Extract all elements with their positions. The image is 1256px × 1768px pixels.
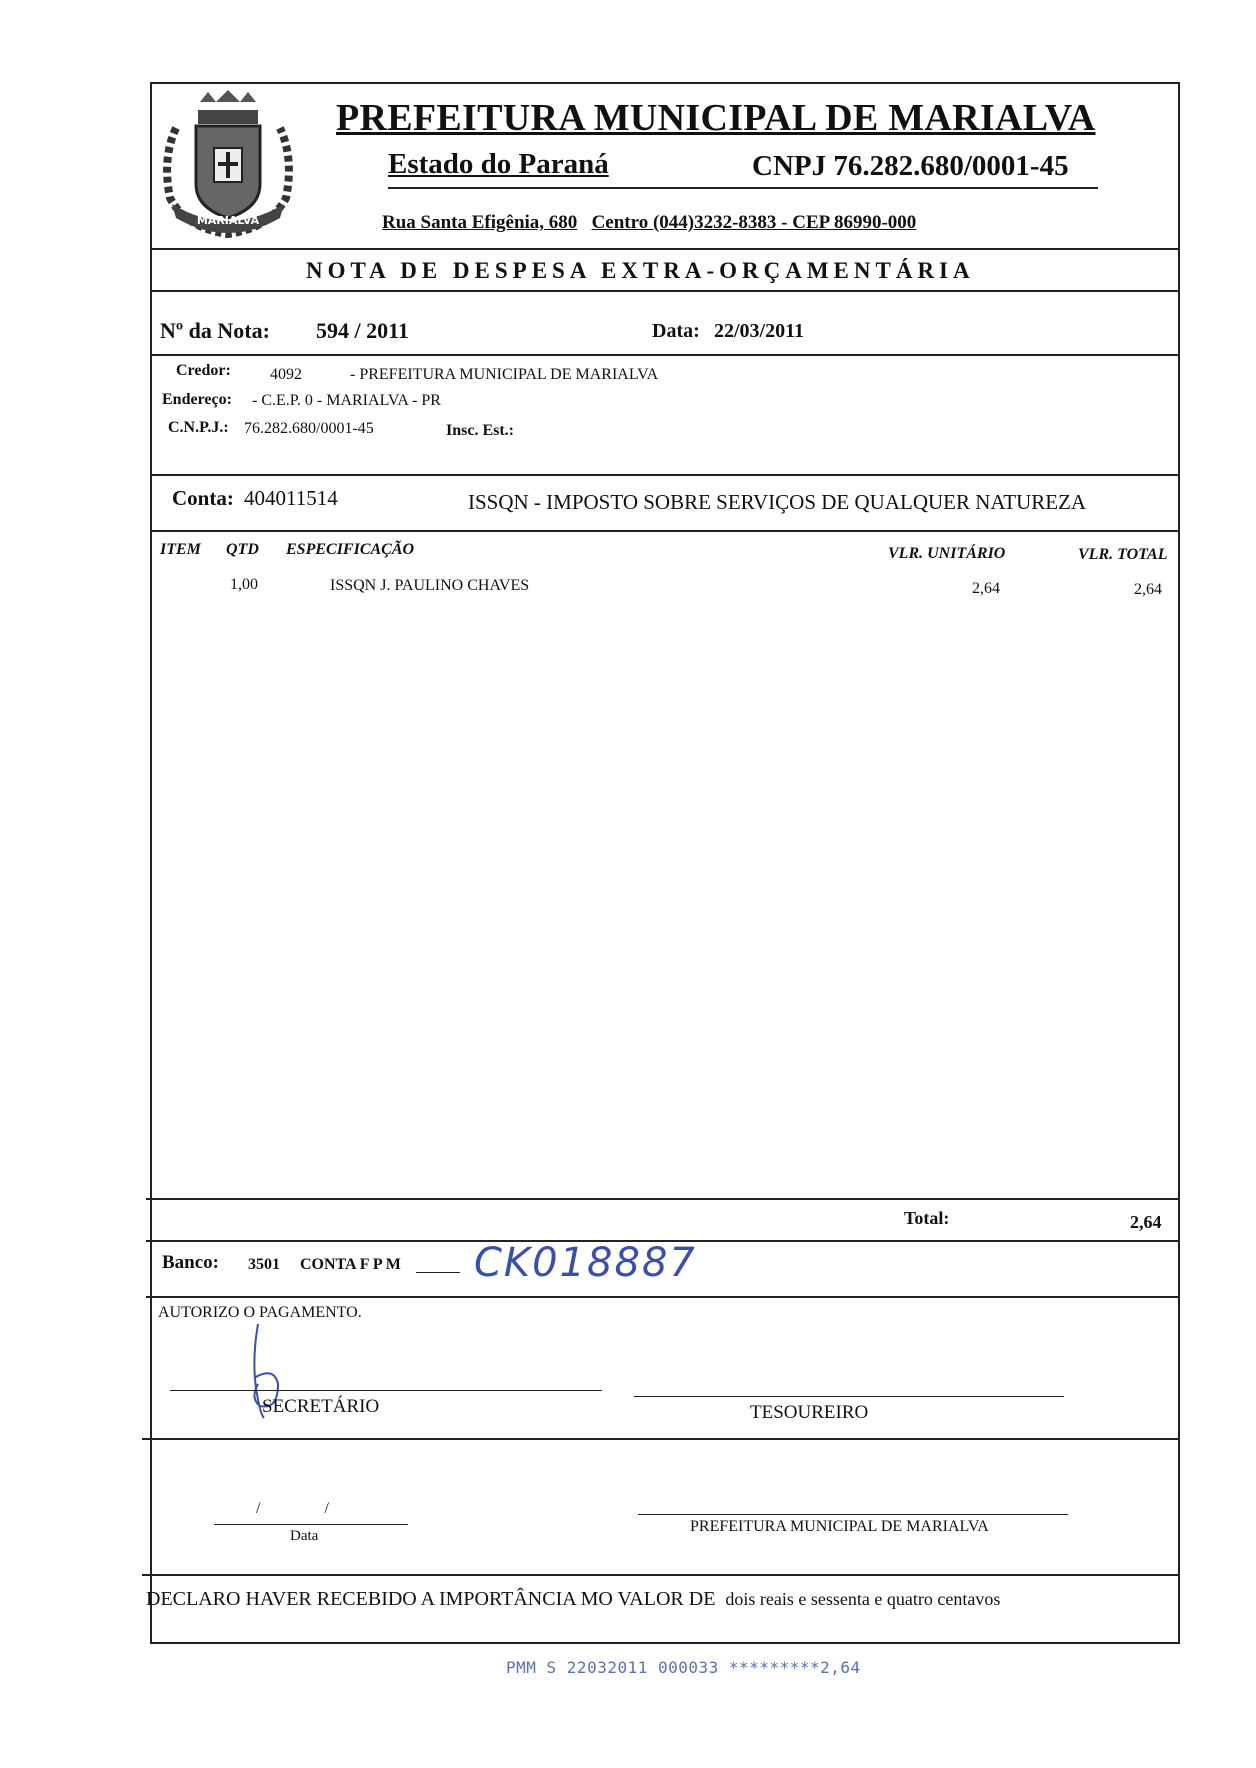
crest-ribbon-text: MARIALVA [196, 214, 260, 227]
receipt-date-label: Data [290, 1528, 319, 1544]
header-contact: Centro (044)3232-8383 - CEP 86990-000 [591, 212, 917, 233]
divider [146, 1296, 1180, 1298]
divider [150, 530, 1180, 532]
authorization-text: AUTORIZO O PAGAMENTO. [158, 1304, 362, 1321]
row-qtd: 1,00 [230, 576, 258, 593]
endereco-value: - C.E.P. 0 - MARIALVA - PR [252, 392, 441, 409]
treasurer-label: TESOUREIRO [750, 1402, 869, 1423]
divider [150, 248, 1180, 250]
row-unit: 2,64 [972, 580, 1000, 597]
note-number: 594 / 2011 [316, 318, 409, 343]
document-title: NOTA DE DESPESA EXTRA-ORÇAMENTÁRIA [306, 258, 975, 283]
divider [146, 1198, 1180, 1200]
insc-est-label: Insc. Est.: [446, 422, 515, 439]
receipt-declaration: DECLARO HAVER RECEBIDO A IMPORTÂNCIA MO VALOR DE [146, 1588, 716, 1610]
header-cnpj: CNPJ 76.282.680/0001-45 [752, 150, 1069, 182]
cnpj-value: 76.282.680/0001-45 [244, 420, 374, 437]
receipt-entity: PREFEITURA MUNICIPAL DE MARIALVA [690, 1518, 989, 1535]
amount-in-words: dois reais e sessenta e quatro centavos [725, 1589, 1001, 1609]
account-description: ISSQN - IMPOSTO SOBRE SERVIÇOS DE QUALQUER NATUREZA [468, 490, 1087, 514]
col-header-spec: ESPECIFICAÇÃO [286, 541, 415, 558]
credor-name: - PREFEITURA MUNICIPAL DE MARIALVA [350, 366, 659, 383]
header-address-line [382, 212, 916, 234]
bank-account: CONTA F P M [300, 1256, 401, 1273]
header-address: Rua Santa Efigênia, 680 [382, 212, 578, 233]
header-underline [388, 187, 1098, 189]
col-header-total: VLR. TOTAL [1078, 546, 1168, 563]
col-header-unit: VLR. UNITÁRIO [888, 545, 1006, 562]
receipt-date-slashes: / / [256, 1500, 359, 1517]
handwritten-check-number: CK018887 [474, 1240, 697, 1286]
divider [142, 1438, 1180, 1440]
credor-code: 4092 [270, 366, 302, 383]
bank-code: 3501 [248, 1256, 280, 1273]
bank-label: Banco: [162, 1252, 219, 1273]
divider [150, 474, 1180, 476]
payment-stamp: PMM S 22032011 000033 *********2,64 [506, 1658, 861, 1677]
total-label: Total: [904, 1208, 950, 1228]
total-value: 2,64 [1130, 1212, 1162, 1232]
row-spec: ISSQN J. PAULINO CHAVES [330, 577, 530, 594]
account-label: Conta: [172, 486, 234, 510]
receipt-signature-line [638, 1514, 1068, 1515]
divider [142, 1574, 1180, 1576]
note-date-label: Data: [652, 320, 700, 342]
secretary-label: SECRETÁRIO [262, 1396, 380, 1417]
bank-dash [416, 1272, 460, 1273]
divider [150, 354, 1180, 356]
state-label: Estado do Paraná [388, 148, 609, 180]
credor-label: Credor: [176, 362, 231, 379]
col-header-qtd: QTD [226, 541, 259, 558]
note-date: 22/03/2011 [714, 320, 805, 342]
note-number-label: Nº da Nota: [160, 318, 270, 343]
endereco-label: Endereço: [162, 391, 232, 408]
account-number: 404011514 [244, 486, 338, 510]
municipal-crest-icon [156, 88, 300, 238]
secretary-signature-line [170, 1390, 602, 1391]
divider [150, 290, 1180, 292]
row-total: 2,64 [1134, 581, 1162, 598]
col-header-item: ITEM [160, 541, 201, 558]
page-title: PREFEITURA MUNICIPAL DE MARIALVA [336, 97, 1096, 139]
treasurer-signature-line [634, 1396, 1064, 1397]
receipt-declaration-line [146, 1588, 1000, 1611]
cnpj-label: C.N.P.J.: [168, 419, 229, 436]
receipt-date-line [214, 1524, 408, 1525]
